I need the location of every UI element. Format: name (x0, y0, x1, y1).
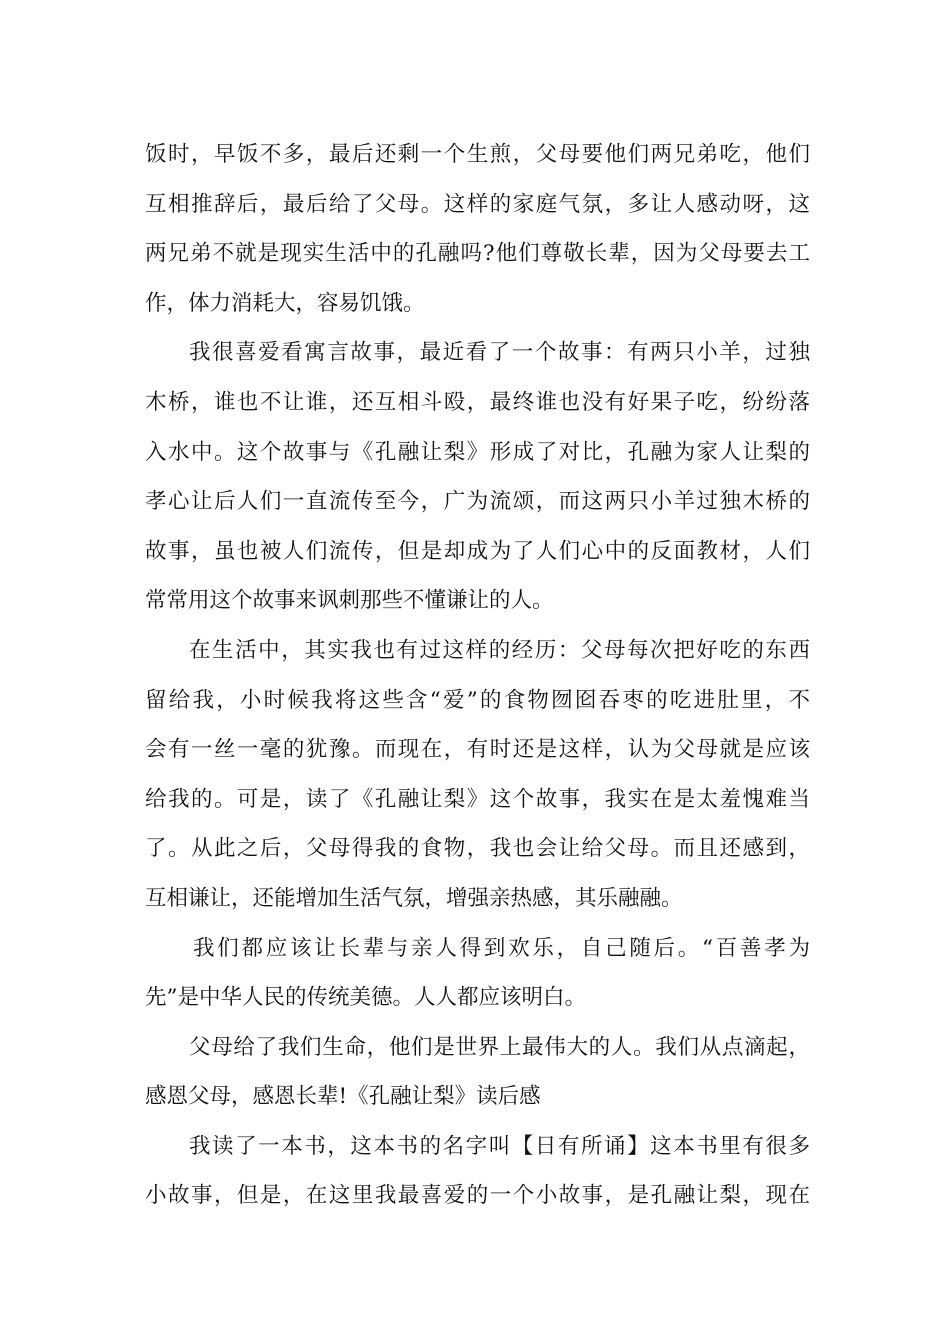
text-line: 感恩父母，感恩长辈!《孔融让梨》读后感 (145, 1084, 541, 1110)
text-line: 会有一丝一毫的犹豫。而现在，有时还是这样，认为父母就是应该 (145, 737, 810, 763)
text-line: 我很喜爱看寓言故事，最近看了一个故事：有两只小羊，过独 (189, 340, 810, 366)
text-line: 饭时，早饭不多，最后还剩一个生煎，父母要他们两兄弟吃，他们 (145, 142, 810, 167)
text-line: 小故事，但是，在这里我最喜爱的一个小故事，是孔融让梨，现在 (145, 1183, 810, 1209)
text-line: 我们都应该让长辈与亲人得到欢乐，自己随后。“百善孝为 (193, 935, 810, 961)
text-line: 在生活中，其实我也有过这样的经历：父母每次把好吃的东西 (189, 637, 810, 663)
paragraph-gratitude (145, 1023, 810, 1122)
text-line: 了。从此之后，父母得我的食物，我也会让给父母。而且还感到， (145, 836, 810, 862)
text-line: 给我的。可是，读了《孔融让梨》这个故事，我实在是太羞愧难当 (145, 786, 810, 812)
text-line: 留给我，小时候我将这些含“爱”的食物囫囵吞枣的吃进肚里，不 (145, 687, 810, 713)
text-line: 我读了一本书，这本书的名字叫【日有所诵】这本书里有很多 (189, 1133, 810, 1159)
paragraph-book-intro (145, 1122, 810, 1221)
text-line: 父母给了我们生命，他们是世界上最伟大的人。我们从点滴起， (189, 1034, 810, 1060)
text-line: 互相推辞后，最后给了父母。这样的家庭气氛，多让人感动呀，这 (145, 191, 810, 217)
paragraph-filial-piety (145, 924, 810, 1023)
text-line: 孝心让后人们一直流传至今，广为流颂，而这两只小羊过独木桥的 (145, 489, 810, 515)
paragraph-dinner-story (145, 130, 810, 328)
text-line: 作，体力消耗大，容易饥饿。 (145, 290, 425, 316)
text-line: 互相谦让，还能增加生活气氛，增强亲热感，其乐融融。 (145, 885, 683, 911)
paragraph-personal-experience (145, 626, 810, 924)
text-line: 木桥，谁也不让谁，还互相斗殴，最终谁也没有好果子吃，纷纷落 (145, 389, 810, 415)
document-body (145, 130, 810, 1221)
paragraph-fable-comparison (145, 328, 810, 626)
text-line: 入水中。这个故事与《孔融让梨》形成了对比，孔融为家人让梨的 (145, 439, 810, 465)
text-line: 两兄弟不就是现实生活中的孔融吗?他们尊敬长辈，因为父母要去工 (145, 241, 810, 267)
text-line: 故事，虽也被人们流传，但是却成为了人们心中的反面教材，人们 (145, 538, 810, 564)
text-line: 先”是中华人民的传统美德。人人都应该明白。 (145, 985, 586, 1011)
text-line: 常常用这个故事来讽刺那些不懂谦让的人。 (145, 588, 554, 614)
